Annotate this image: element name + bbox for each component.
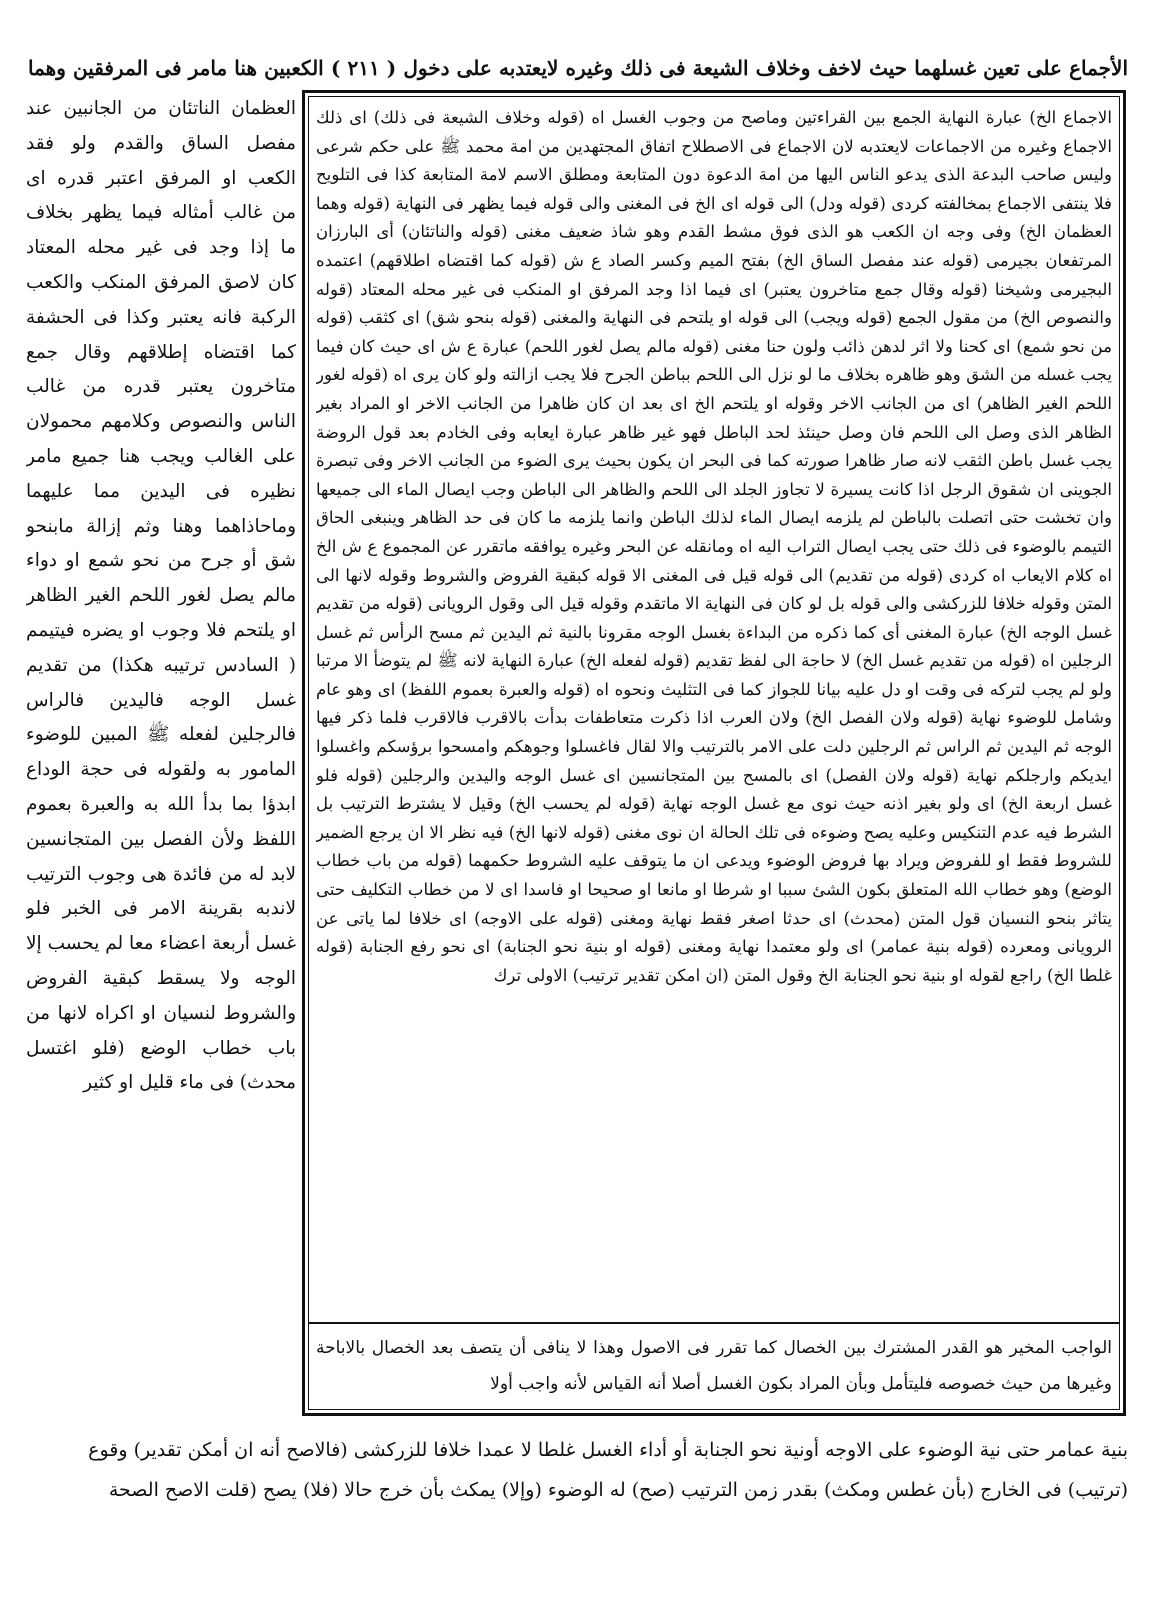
main-text-column: العظمان الناتئان من الجانبين عند مفصل الساق والقدم ولو فقد الكعب او المرفق اعتبر قدره اى من غالب أمثاله فيما يظهر بخلاف ما إذا وجد فى غير محله المعتاد كان لاصق المرفق المنكب والكعب الركبة فانه يعتبر وكذا فى الحشفة كما اقتضاه إطلاقهم وقال جمع متاخرون يعتبر قدره من غالب الناس والنصوص وكلامهم محمولان على الغالب ويجب هنا جميع مامر نظيره فى اليدين مما عليهما وماحاذاهما وهنا وثم إزالة مابنحو شق أو جرح من نحو شمع او دواء مالم يصل لغور اللحم الغير الظاهر او يلتحم فلا وجوب او يضره فيتيمم ( السادس ترتيبه هكذا) من تقديم غسل الوجه فاليدين فالراس فالرجلين لفعله ﷺ المبين للوضوء المامور به ولقوله فى حجة الوداع ابدؤا بما بدأ الله به والعبرة بعموم اللفظ ولأن الفصل بين المتجانسين لابد له من فائدة هى وجوب الترتيب لاندبه بقرينة الامر فى الخبر فلو غسل أربعة اعضاء معا لم يحسب إلا الوجه ولا يسقط كبقية الفروض والشروط لنسيان او اكراه لانها من باب خطاب الوضع (فلو اغتسل محدث) فى ماء قليل او كثير [26, 98, 296, 1094]
running-header: الأجماع على تعين غسلهما حيث لاخف وخلاف الشيعة فى ذلك وغيره لايعتدبه على دخول ( ٢١١ ) الكعبين هنا مامر فى المرفقين وهما [28, 56, 1128, 80]
footer-line-1: بنية عمامر حتى نية الوضوء على الاوجه أونية نحو الجنابة أو أداء الغسل غلطا لا عمدا خلافا للزركشى (فالاصح أنه ان أمكن تقدير) وقوع [88, 1439, 1128, 1461]
footer-text [28, 1430, 1128, 1560]
footer-line-2: (ترتيب) فى الخارج (بأن غطس ومكث) بقدر زمن الترتيب (صح) له الوضوء (وإلا) يمكث بأن خرج حالا (فلا) يصح (قلت الاصح الصحة [108, 1479, 1128, 1501]
commentary-note: الواجب المخير هو القدر المشترك بين الخصال كما تقرر فى الاصول وهذا لا ينافى أن يتصف بعد الخصال بالاباحة وغيرها من حيث خصوصه فليتأمل وبأن المراد بكون الغسل أصلا أنه القياس لأنه واجب أولا [316, 1338, 1112, 1394]
commentary-text: الاجماع الخ) عبارة النهاية الجمع بين القراءتين وماصح من وجوب الغسل اه (قوله وخلاف الشيعة فى ذلك) اى ذلك الاجماع وغيره من الاجماعات لايعتدبه لان الاجماع فى الاصطلاح اتفاق المجتهدين من امة محمد ﷺ على حكم شرعى وليس صاحب البدعة الذى يدعو الناس اليها من امة الدعوة دون المتابعة ومطلق الاسم لامة المتابعة كذا فى التلويح فلا ينتفى الاجماع بمخالفته كردى (قوله ودل) الى قوله اى الخ فى المغنى والى قوله فيما يظهر فى النهاية (قوله وهما العظمان الخ) وفى وجه ان الكعب هو الذى فوق مشط القدم وهو شاذ ضعيف مغنى (قوله والناتئان) أى البارزان المرتفعان بجيرمى (قوله عند مفصل الساق الخ) بفتح الميم وكسر الصاد ع ش (قوله كما اقتضاه اطلاقهم) اعتمده البجيرمى وشيخنا (قوله وقال جمع متاخرون يعتبر) اى فيما اذا وجد المرفق او المنكب فى غير محله المعتاد (قوله والنصوص الخ) من مقول الجمع (قوله ويجب) الى قوله او يلتحم فى النهاية والمغنى (قوله بنحو شق) اى كثقب (قوله من نحو شمع) اى كحنا ولا اثر لدهن ذائب ولون حنا مغنى (قوله مالم يصل لغور اللحم) عبارة ع ش اى حيث كان فيما يجب غسله من الشق وهو ظاهره بخلاف ما لو نزل الى اللحم بباطن الجرح فلا يجب ازالته ولو كان يرى اه (قوله لغور اللحم الغير الظاهر) اى من الجانب الاخر وقوله او يلتحم الخ اى بعد ان كان ظاهرا من الجانب الاخر او المراد بغير الظاهر الذى وصل الى اللحم فان وصل حينئذ لحد الباطل فهو غير ظاهر عبارة ايعابه وفى الخادم بعد قول الروضة يجب غسل باطن الثقب لانه صار ظاهرا صورته كما فى البحر ان يكون بحيث يرى الضوء من الجانب الاخر وفى تبصرة الجوينى ان شقوق الرجل اذا كانت يسيرة لا تجاوز الجلد الى اللحم والظاهر الى الباطن وجب ايصال الماء الى جميعها وان تخشت حتى اتصلت بالباطن لم يلزمه ايصال الماء لذلك الباطن وانما يلزمه ما كان فى حد الظاهر وينبغى الحاق التيمم بالوضوء فى ذلك حتى يجب ايصال التراب اليه اه ومانقله عن البحر وغيره يوافقه ماتقرر عن المجموع ع ش الخ اه كلام الايعاب اه كردى (قوله من تقديم) الى قوله قيل فى المغنى الا قوله كبقية الفروض والشروط وقوله لانها الى المتن وقوله خلافا للزركشى والى قوله بل لو كان فى النهاية الا ماتقدم وقوله قيل الى وقول الرويانى (قوله من تقديم غسل الوجه الخ) عبارة المغنى أى كما ذكره من البداءة بغسل الوجه مقرونا بالنية ثم اليدين ثم مسح الرأس ثم غسل الرجلين اه (قوله من تقديم غسل الخ) لا حاجة الى لفظ تقديم (قوله لفعله الخ) عبارة النهاية لانه ﷺ لم يتوضأ الا مرتبا ولو لم يجب لتركه فى وقت او دل عليه بيانا للجواز كما فى التثليث ونحوه اه (قوله والعبرة بعموم اللفظ) اى وهو عام وشامل للوضوء نهاية (قوله ولان الفصل الخ) ولان العرب اذا ذكرت متعاطفات بدأت بالاقرب فالاقرب فلما ذكر فيها الوجه ثم اليدين ثم الراس ثم الرجلين دلت على الامر بالترتيب والا لقال فاغسلوا وجوهكم وامسحوا برؤسكم واغسلوا ايديكم وارجلكم نهاية (قوله ولان الفصل) اى بالمسح بين المتجانسين اى غسل الوجه واليدين والرجلين (قوله فلو غسل اربعة الخ) اى ولو بغير اذنه حيث نوى مع غسل الوجه نهاية (قوله لم يحسب الخ) وقيل لا يشترط الترتيب بل الشرط فيه عدم التنكيس وعليه يصح وضوءه فى تلك الحالة ان نوى مغنى (قوله لانها الخ) فيه نظر الا ان يرجع الضمير للشروط فقط او للفروض ويراد بها فروض الوضوء ويدعى ان ما يتوقف عليه الشروط حكمهما (قوله من باب خطاب الوضع) وهو خطاب الله المتعلق بكون الشئ سببا او شرطا او مانعا او صحيحا او فاسدا اى لا من خطاب التكليف حتى يتاثر بنحو النسيان قول المتن (محدث) اى حدثا اصغر فقط نهاية ومغنى (قوله على الاوجه) اى خلافا لما ياتى عن الرويانى ومعرده (قوله بنية عمامر) اى ولو معتمدا نهاية ومغنى (قوله او بنية نحو الجنابة) اى نحو رفع الجنابة (قوله غلطا الخ) راجع لقوله او بنية نحو الجنابة الخ وقول المتن (ان امكن تقدير ترتيب) الاولى ترك [316, 108, 1112, 985]
commentary-divider [308, 1322, 1120, 1324]
